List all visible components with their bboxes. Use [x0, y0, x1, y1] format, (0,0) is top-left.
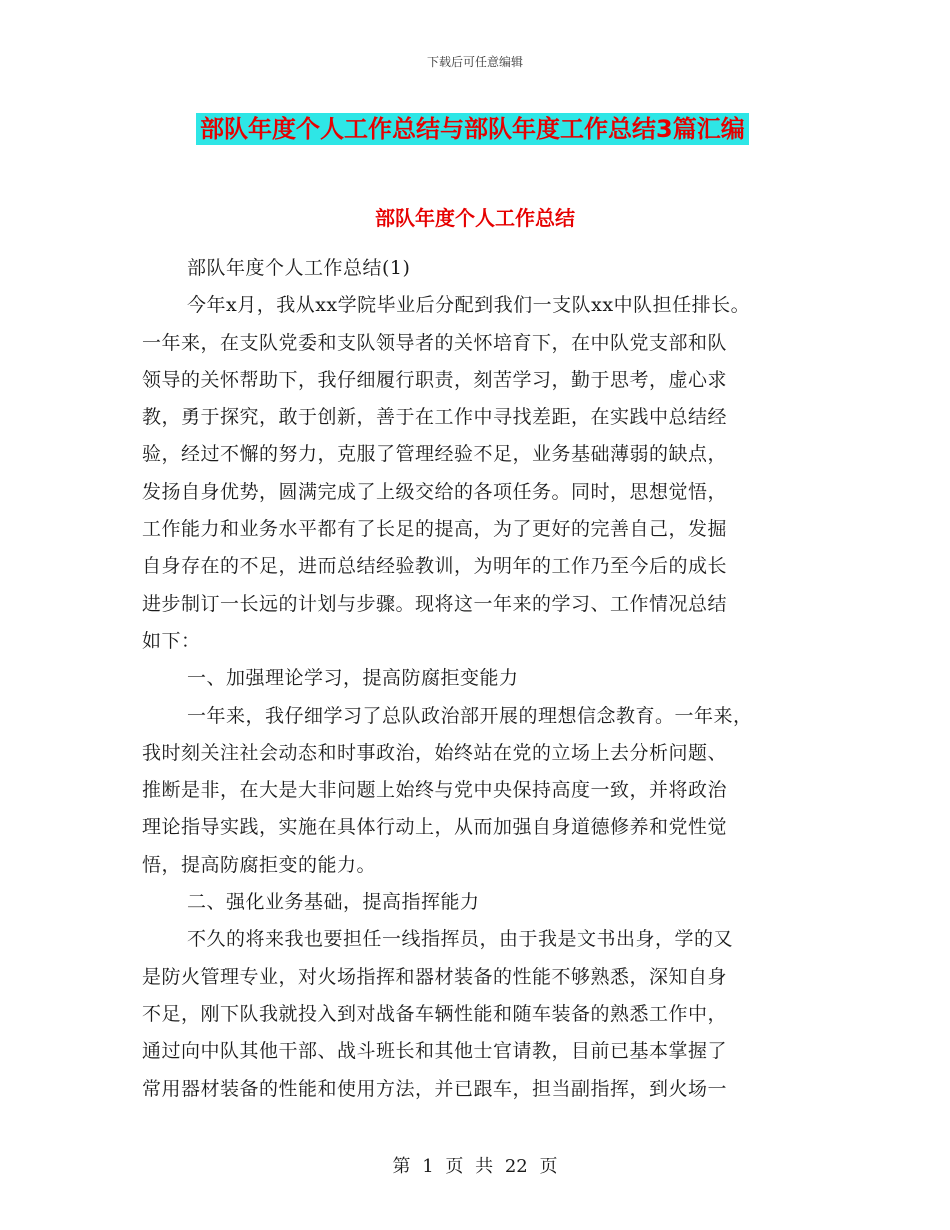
text-line: 部队年度个人工作总结(1) — [187, 257, 411, 279]
section-title: 部队年度个人工作总结 — [375, 206, 575, 230]
text-line: 一年来，我仔细学习了总队政治部开展的理想信念教育。一年来， — [187, 704, 753, 727]
text-line: 工作能力和业务水平都有了长足的提高，为了更好的完善自己，发掘 — [142, 518, 728, 541]
text-line: 通过向中队其他干部、战斗班长和其他士官请教，目前已基本掌握了 — [142, 1040, 728, 1063]
text-line: 一、加强理论学习，提高防腐拒变能力 — [187, 667, 519, 690]
body-text — [142, 250, 822, 1108]
text-line: 今年x月，我从xx学院毕业后分配到我们一支队xx中队担任排长。 — [187, 294, 751, 317]
text-line: 不足，刚下队我就投入到对战备车辆性能和随车装备的熟悉工作中， — [142, 1002, 728, 1025]
text-line: 理论指导实践，实施在具体行动上，从而加强自身道德修养和党性觉 — [142, 816, 728, 839]
text-line: 领导的关怀帮助下，我仔细履行职责，刻苦学习，勤于思考，虚心求 — [142, 368, 728, 391]
text-line: 是防火管理专业，对火场指挥和器材装备的性能不够熟悉，深知自身 — [142, 965, 728, 988]
text-line: 教，勇于探究，敢于创新，善于在工作中寻找差距，在实践中总结经 — [142, 406, 728, 429]
text-line: 不久的将来我也要担任一线指挥员，由于我是文书出身，学的又 — [187, 928, 734, 951]
text-line: 如下： — [142, 629, 201, 652]
document-title: 部队年度个人工作总结与部队年度工作总结3篇汇编 — [196, 113, 749, 145]
text-line: 进步制订一长远的计划与步骤。现将这一年来的学习、工作情况总结 — [142, 592, 728, 615]
text-line: 我时刻关注社会动态和时事政治，始终站在党的立场上去分析问题、 — [142, 741, 728, 764]
text-line: 二、强化业务基础，提高指挥能力 — [187, 891, 480, 914]
text-line: 常用器材装备的性能和使用方法，并已跟车，担当副指挥，到火场一 — [142, 1077, 728, 1100]
header-note: 下载后可任意编辑 — [426, 55, 523, 69]
page-footer: 第 1 页 共 22 页 — [392, 1156, 558, 1177]
text-line: 一年来，在支队党委和支队领导者的关怀培育下，在中队党支部和队 — [142, 331, 728, 354]
text-line: 推断是非，在大是大非问题上始终与党中央保持高度一致，并将政治 — [142, 779, 728, 802]
text-line: 悟，提高防腐拒变的能力。 — [142, 853, 377, 876]
text-line: 自身存在的不足，进而总结经验教训，为明年的工作乃至今后的成长 — [142, 555, 728, 578]
text-line: 验，经过不懈的努力，克服了管理经验不足，业务基础薄弱的缺点， — [142, 443, 728, 466]
text-line: 发扬自身优势，圆满完成了上级交给的各项任务。同时，思想觉悟， — [142, 480, 728, 503]
